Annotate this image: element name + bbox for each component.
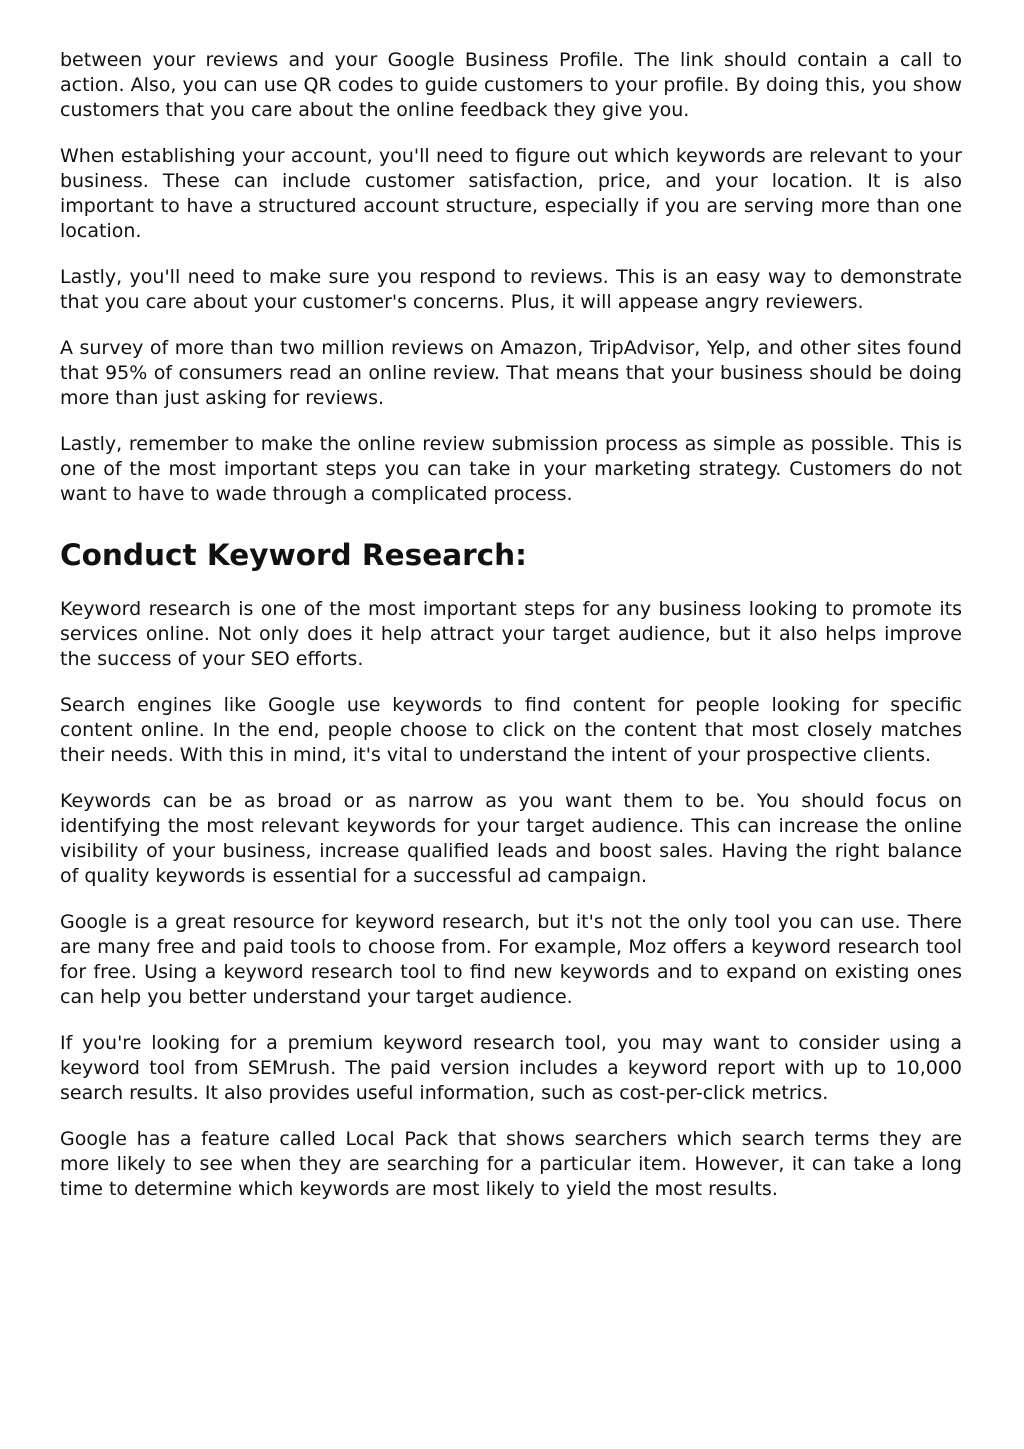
paragraph-review-link: between your reviews and your Google Business Profile. The link should contain a call to action. Also, you can use QR codes to guide customers to your profile. By doing this, you show customers that you care about the online feedback they give you. xyxy=(60,49,962,121)
paragraph-keyword-importance: Keyword research is one of the most important steps for any business looking to promote its services online. Not only does it help attract your target audience, but it also helps improve the success of your SEO efforts. xyxy=(60,598,962,670)
paragraph-keyword-tools: Google is a great resource for keyword research, but it's not the only tool you can use. There are many free and paid tools to choose from. For example, Moz offers a keyword research tool for free. Using a keyword research tool to find new keywords and to expand on existing ones can help you better understand your target audience. xyxy=(60,911,962,1008)
paragraph-search-engines: Search engines like Google use keywords to find content for people looking for specific content online. In the end, people choose to click on the content that most closely matches their needs. With this in mind, it's vital to understand the intent of your prospective clients. xyxy=(60,694,962,766)
paragraph-account-keywords: When establishing your account, you'll need to figure out which keywords are relevant to your business. These can include customer satisfaction, price, and your location. It is also important to have a structured account structure, especially if you are serving more than one location. xyxy=(60,145,962,242)
paragraph-local-pack: Google has a feature called Local Pack that shows searchers which search terms they are more likely to see when they are searching for a particular item. However, it can take a long time to determine which keywords are most likely to yield the most results. xyxy=(60,1128,962,1200)
paragraph-premium-tool: If you're looking for a premium keyword research tool, you may want to consider using a keyword tool from SEMrush. The paid version includes a keyword report with up to 10,000 search results. It also provides useful information, such as cost-per-click metrics. xyxy=(60,1032,962,1104)
paragraph-respond-reviews: Lastly, you'll need to make sure you respond to reviews. This is an easy way to demonstrate that you care about your customer's concerns. Plus, it will appease angry reviewers. xyxy=(60,266,962,313)
paragraph-simple-submission: Lastly, remember to make the online review submission process as simple as possible. This is one of the most important steps you can take in your marketing strategy. Customers do not want to have to wade through a complicated process. xyxy=(60,433,962,505)
paragraph-review-survey: A survey of more than two million reviews on Amazon, TripAdvisor, Yelp, and other sites found that 95% of consumers read an online review. That means that your business should be doing more than just asking for reviews. xyxy=(60,337,962,409)
section-heading-keyword-research: Conduct Keyword Research: xyxy=(60,538,527,572)
document-page xyxy=(60,48,962,1223)
paragraph-broad-narrow: Keywords can be as broad or as narrow as you want them to be. You should focus on identifying the most relevant keywords for your target audience. This can increase the online visibility of your business, increase qualified leads and boost sales. Having the right balance of quality keywords is essential for a successful ad campaign. xyxy=(60,790,962,887)
